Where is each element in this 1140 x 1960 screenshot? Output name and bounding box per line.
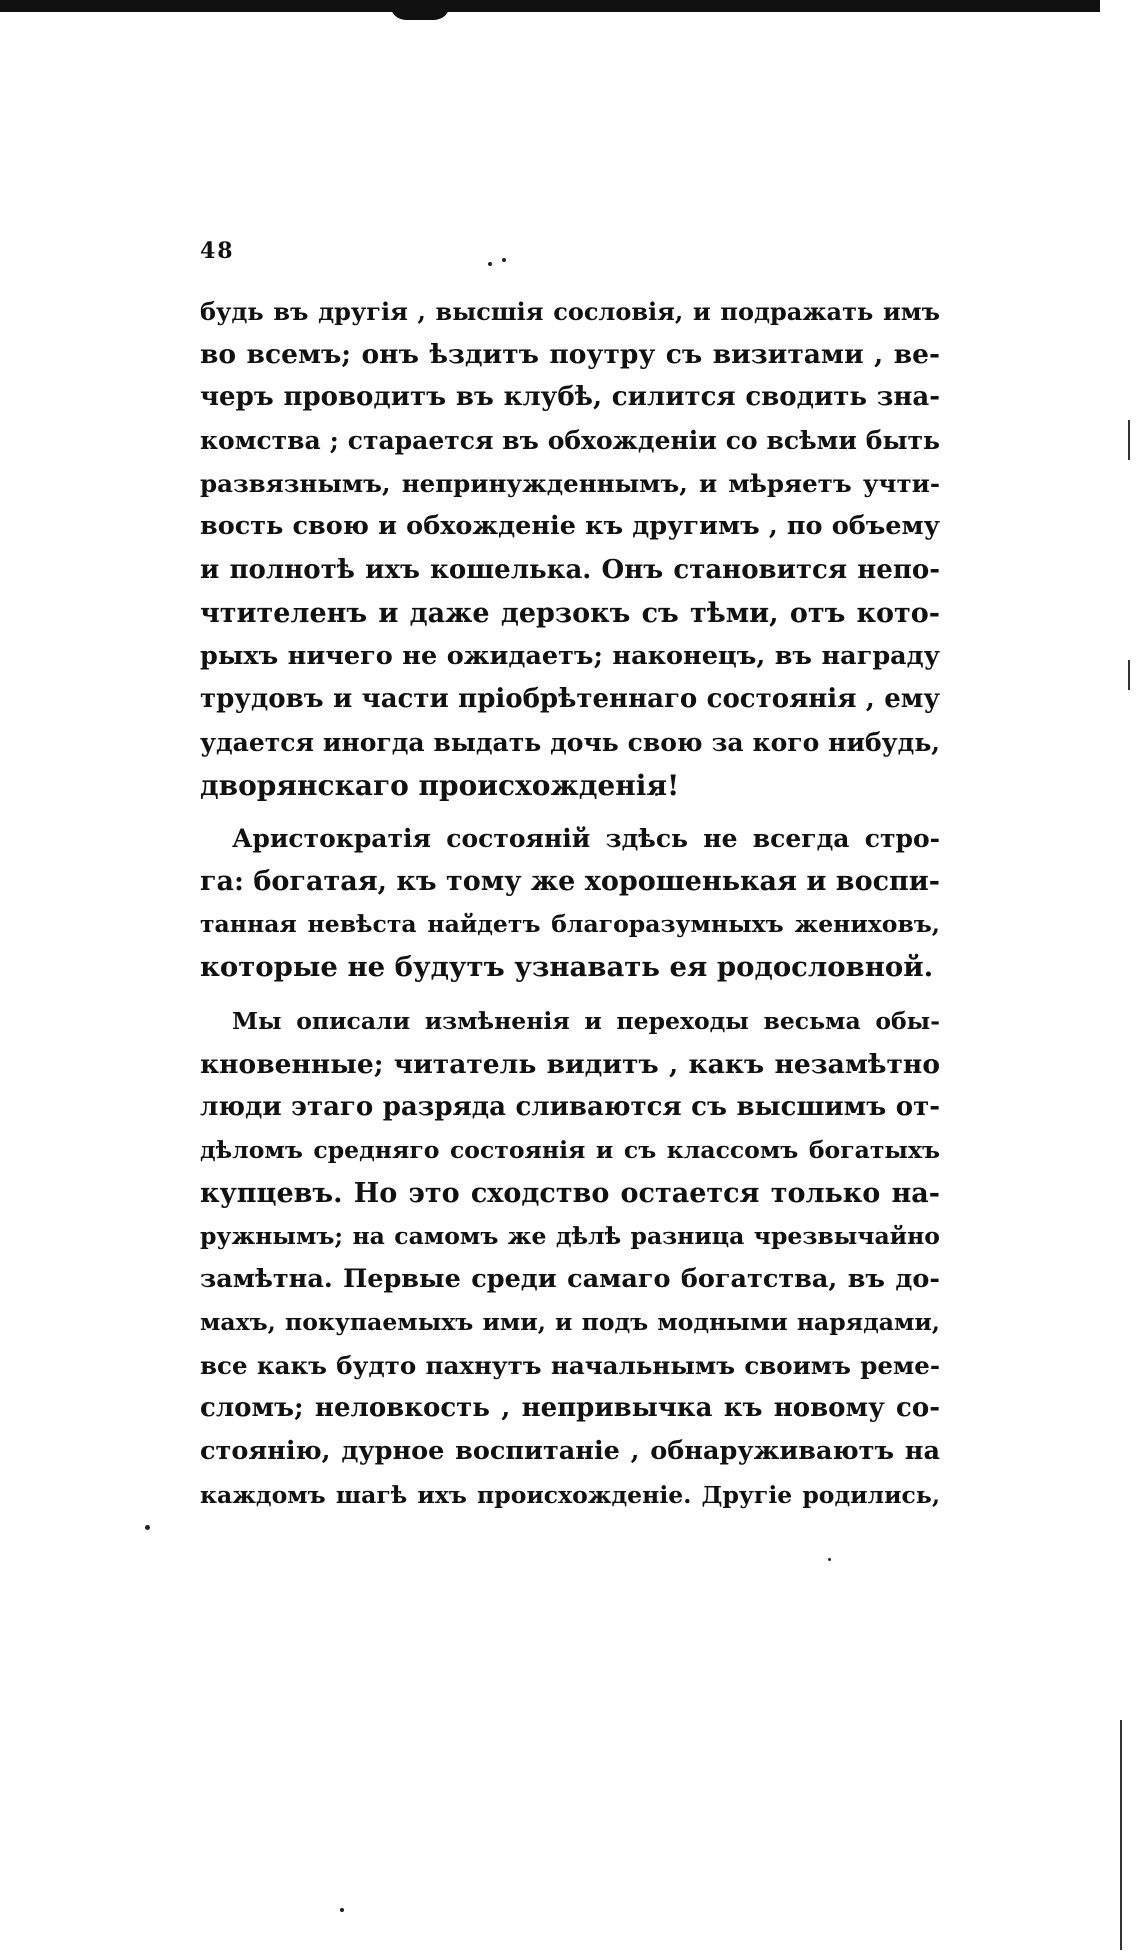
text-line: комства ; старается въ обхожденіи со всѣми быть (200, 426, 940, 456)
text-line: которые не будутъ узнавать ея родословной. (200, 951, 934, 984)
print-speck (828, 1558, 831, 1561)
text-line: махъ, покупаемыхъ ими, и подъ модными нарядами, (200, 1308, 940, 1337)
text-line: замѣтна. Первые среди самаго богатства, въ до- (200, 1264, 940, 1295)
paragraph-gap (200, 990, 940, 1000)
paragraph-3 (200, 1000, 940, 1517)
margin-line (1128, 660, 1130, 690)
text-line: стоянію, дурное воспитаніе , обнаруживаютъ на (200, 1436, 940, 1467)
text-line: люди этаго разряда сливаются съ высшимъ от- (200, 1091, 940, 1122)
text-line: танная невѣста найдетъ благоразумныхъ жениховъ, (200, 910, 940, 939)
text-line: будь въ другія , высшія сословія, и подражать имъ (200, 297, 940, 326)
top-rule-ornament (390, 4, 450, 20)
text-line: га: богатая, къ тому же хорошенькая и воспи- (200, 866, 941, 898)
paragraph-2 (200, 817, 940, 989)
text-line: ружнымъ; на самомъ же дѣлѣ разница чрезвычайно (200, 1221, 940, 1250)
print-speck (488, 262, 492, 266)
text-line: чтителенъ и даже дерзокъ съ тѣми, отъ кото- (200, 597, 940, 629)
text-line: кновенные; читатель видитъ , какъ незамѣтно (200, 1048, 940, 1080)
text-line: во всемъ; онъ ѣздитъ поутру съ визитами , ве- (200, 339, 940, 371)
page-number: 48 (200, 238, 235, 264)
text-line: Аристократія состояній здѣсь не всегда стро- (232, 824, 940, 854)
text-line: дѣломъ средняго состоянія и съ классомъ богатыхъ (200, 1135, 940, 1164)
text-line: Мы описали измѣненія и переходы весьма обы- (232, 1006, 940, 1035)
body-text (200, 290, 940, 1517)
text-line: рыхъ ничего не ожидаетъ; наконецъ, въ награду (200, 640, 940, 671)
text-line: и полнотѣ ихъ кошелька. Онъ становится непо- (200, 554, 940, 585)
text-line: дворянскаго происхожденія! (200, 769, 680, 803)
text-line: сломъ; неловкость , непривычка къ новому со- (200, 1393, 940, 1424)
paragraph-1 (200, 290, 940, 807)
margin-line (1120, 1720, 1122, 1950)
print-speck (340, 1908, 344, 1912)
text-line: каждомъ шагѣ ихъ происхожденіе. Другіе родились, (200, 1480, 940, 1509)
paragraph-gap (200, 807, 940, 817)
print-speck (502, 258, 506, 262)
text-line: вость свою и обхожденіе къ другимъ , по объему (200, 511, 940, 542)
text-line: купцевъ. Но это сходство остается только на- (200, 1177, 940, 1209)
print-speck (145, 1525, 150, 1530)
text-line: черъ проводитъ въ клубѣ, силится сводить зна- (200, 382, 940, 413)
margin-line (1128, 420, 1130, 460)
text-line: удается иногда выдать дочь свою за кого нибудь, (200, 727, 940, 757)
text-line: развязнымъ, непринужденнымъ, и мѣряетъ учти- (200, 469, 940, 499)
top-rule (0, 0, 1100, 12)
text-line: все какъ будто пахнутъ начальнымъ своимъ реме- (200, 1351, 940, 1381)
text-line: трудовъ и части пріобрѣтеннаго состоянія , ему (200, 683, 940, 714)
